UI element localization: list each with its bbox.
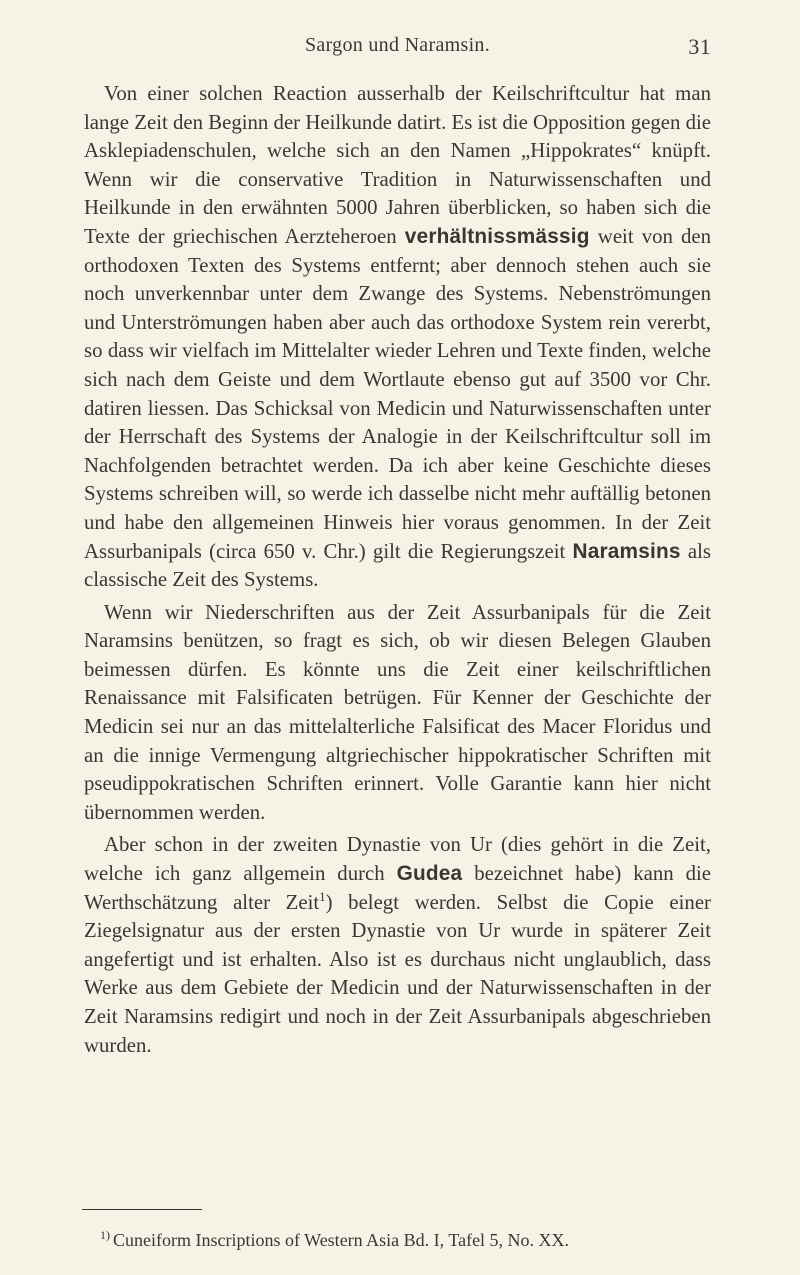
paragraph-3 — [84, 831, 711, 1060]
footnote — [100, 1229, 720, 1251]
page-number: 31 — [688, 34, 711, 59]
emphasis-verhaeltnissmaessig: verhältnissmässig — [404, 224, 590, 248]
paragraph-1 — [84, 80, 711, 595]
paragraph-3-text-c: ) belegt werden. Selbst die Copie einer Ziegelsignatur aus der ersten Dynastie von Ur wurde in späterer Zeit angefertigt und ist erhalten. Also ist es durchaus nicht unglaublich, dass Werke aus dem Gebiete der Medicin und der Naturwissenschaften in der Zeit Naramsins redigirt und noch in der Zeit Assurbanipals abgeschrieben wurden. — [84, 890, 711, 1057]
paragraph-1-text-a: Von einer solchen Reaction ausserhalb der Keilschriftcultur hat man lange Zeit den Beginn der Heilkunde datirt. Es ist die Opposition gegen die Asklepiadenschulen, welche sich an den Namen „Hippokrates“ knüpft. Wenn wir die conservative Tradition in Naturwissenschaften und Heilkunde in den erwähnten 5000 Jahren überblicken, so haben sich die Texte der griechischen Aerzteheroen — [84, 82, 711, 248]
emphasis-naramsins: Naramsins — [572, 539, 681, 563]
paragraph-3-text-a: Aber schon in der zweiten Dynastie von Ur (dies gehört in die Zeit, welche ich ganz allgemein durch — [84, 833, 711, 886]
emphasis-gudea: Gudea — [396, 862, 463, 886]
footnote-mark: 1) — [100, 1228, 110, 1242]
running-header — [84, 30, 711, 60]
footnote-divider — [82, 1209, 202, 1210]
paragraph-3-text-b: bezeichnet habe) kann die Werthschätzung alter Zeit — [84, 862, 711, 914]
paragraph-1-text-b: weit von den orthodoxen Texten des Systems entfernt; aber dennoch stehen auch sie noch unverkennbar unter dem Zwange des Systems. Nebenströmungen und Unterströmungen haben aber auch das orthodoxe System rein vererbt, so dass wir vielfach im Mittelalter wieder Lehren und Texte finden, welche sich nach dem Geiste und dem Wortlaute ebenso gut auf 3500 vor Chr. datiren liessen. Das Schicksal von Medicin und Naturwissenschaften unter der Herrschaft des Systems der Analogie in der Keilschriftcultur soll im Nachfolgenden betrachtet werden. Da ich aber keine Geschichte dieses Systems schreiben will, so werde ich dasselbe nicht mehr auftällig betonen und habe den allgemeinen Hinweis hier voraus genommen. In der Zeit Assurbanipals (circa 650 v. Chr.) gilt die Regierungszeit — [84, 224, 712, 563]
footnote-reference[interactable]: 1 — [319, 888, 326, 904]
main-text — [84, 80, 711, 1060]
running-title: Sargon und Naramsin. — [304, 34, 491, 56]
footnote-text: Cuneiform Inscriptions of Western Asia Bd. I, Tafel 5, No. XX. — [113, 1230, 570, 1250]
paragraph-1-text-c: als classische Zeit des Systems. — [84, 539, 711, 592]
paragraph-2: Wenn wir Niederschriften aus der Zeit Assurbanipals für die Zeit Naramsins benützen, so fragt es sich, ob wir diesen Belegen Glauben beimessen dürfen. Es könnte uns die Zeit einer keilschriftlichen Renaissance mit Falsificaten betrügen. Für Kenner der Geschichte der Medicin sei nur an das mittelalterliche Falsificat des Macer Floridus und an die innige Vermengung altgriechischer hippokratischer Schriften mit pseudippokratischen Schriften erinnert. Volle Garantie kann hier nicht übernommen werden. — [84, 600, 711, 824]
